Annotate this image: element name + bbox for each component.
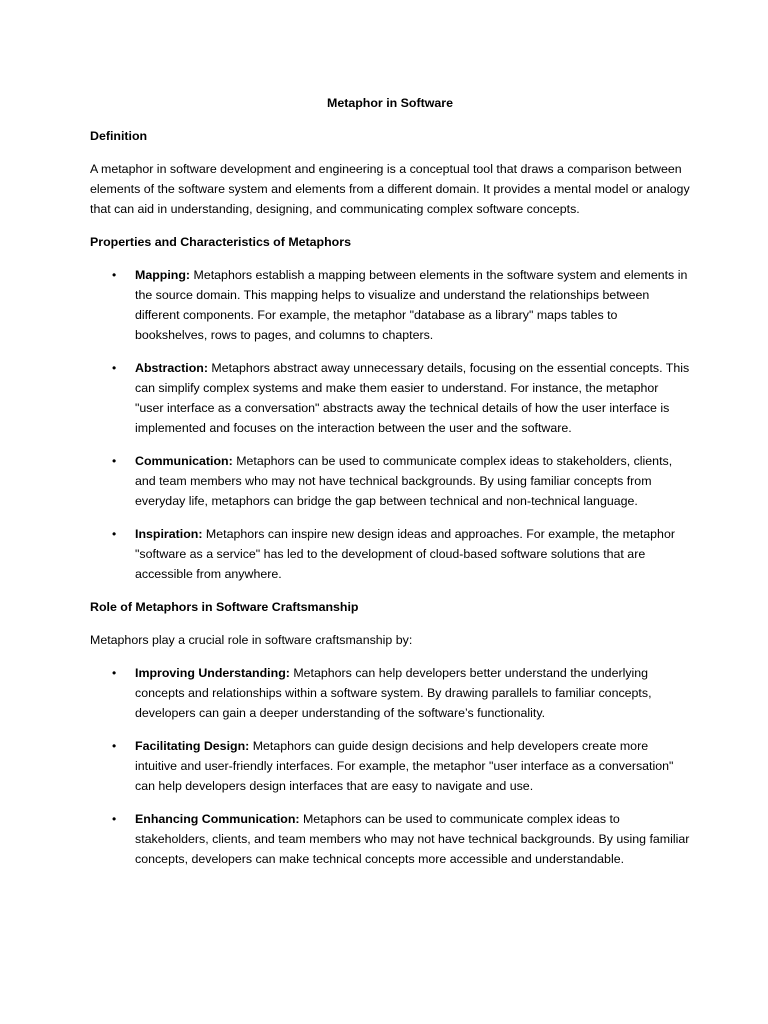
list-item-term: Abstraction: [135,361,208,375]
role-list [90,663,690,869]
list-item-text: Metaphors can be used to communicate complex ideas to stakeholders, clients, and team members who may not have technical backgrounds. By using familiar concepts, developers can make technical concepts more accessible and understandable. [135,812,690,866]
document-body [90,93,690,882]
list-item-term: Inspiration: [135,527,203,541]
list-item-text: Metaphors can guide design decisions and help developers create more intuitive and user-friendly interfaces. For example, the metaphor "user interface as a conversation" can help developers design interfaces that are easy to navigate and use. [135,739,674,793]
bullet-icon: • [112,361,117,375]
bullet-icon: • [112,739,117,753]
list-item-term: Facilitating Design: [135,739,250,753]
properties-heading: Properties and Characteristics of Metaphors [90,235,351,249]
properties-list [90,265,690,584]
list-item-text: Metaphors can help developers better understand the underlying concepts and relationships within a software system. By drawing parallels to familiar concepts, developers can gain a deeper understanding of the software’s functionality. [135,666,652,720]
list-item-term: Communication: [135,454,233,468]
document-title: Metaphor in Software [327,96,453,110]
list-item-term: Improving Understanding: [135,666,290,680]
bullet-icon: • [112,268,117,282]
definition-heading: Definition [90,129,148,143]
list-item-text: Metaphors can be used to communicate complex ideas to stakeholders, clients, and team members who may not have technical backgrounds. By using familiar concepts from everyday life, metaphors can bridge the gap between technical and non-technical language. [135,454,673,508]
list-item [90,736,690,796]
list-item [90,663,690,723]
list-item [90,358,690,438]
list-item-term: Mapping: [135,268,191,282]
list-item-term: Enhancing Communication: [135,812,300,826]
list-item-text: Metaphors abstract away unnecessary details, focusing on the essential concepts. This can simplify complex systems and make them easier to understand. For instance, the metaphor "user interface as a conversation" abstracts away the technical details of how the user interface is implemented and focuses on the interaction between the user and the software. [135,361,690,435]
role-heading: Role of Metaphors in Software Craftsmanship [90,600,359,614]
list-item [90,524,690,584]
list-item-text: Metaphors establish a mapping between elements in the software system and elements in the source domain. This mapping helps to visualize and understand the relationships between different components. For example, the metaphor "database as a library" maps tables to bookshelves, rows to pages, and columns to chapters. [135,268,688,342]
bullet-icon: • [112,812,117,826]
list-item [90,265,690,345]
list-item-text: Metaphors can inspire new design ideas and approaches. For example, the metaphor "software as a service" has led to the development of cloud-based software solutions that are accessible from anywhere. [135,527,675,581]
bullet-icon: • [112,527,117,541]
definition-paragraph: A metaphor in software development and engineering is a conceptual tool that draws a comparison between elements of the software system and elements from a different domain. It provides a mental model or analogy that can aid in understanding, designing, and communicating complex software concepts. [90,162,690,216]
bullet-icon: • [112,666,117,680]
role-intro: Metaphors play a crucial role in software craftsmanship by: [90,633,413,647]
list-item [90,451,690,511]
list-item [90,809,690,869]
bullet-icon: • [112,454,117,468]
